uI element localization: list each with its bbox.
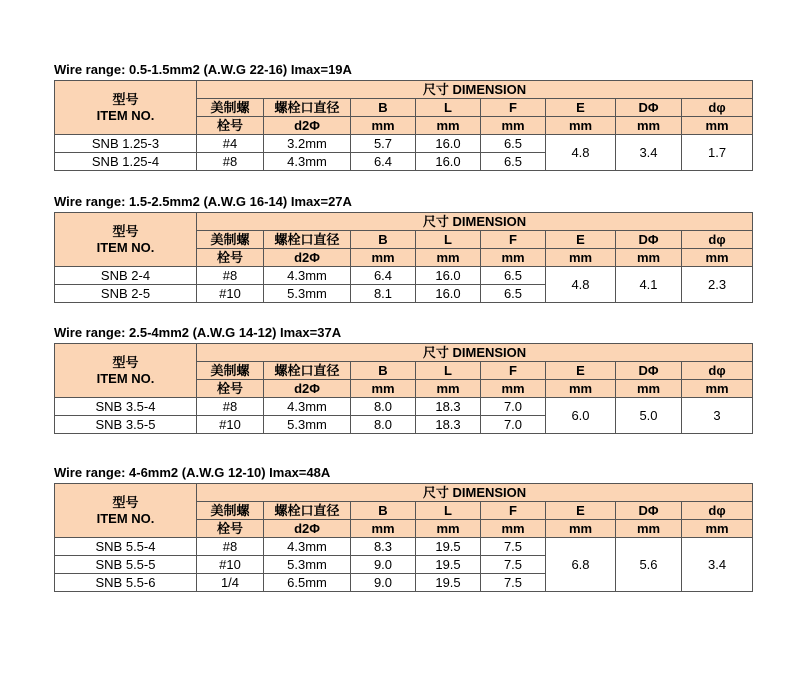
col-f-header: F <box>481 99 546 117</box>
e-cell: 4.8 <box>546 267 616 303</box>
stud-hole-cell: 4.3mm <box>264 398 351 416</box>
table-row <box>55 398 753 416</box>
f-cell: 6.5 <box>481 135 546 153</box>
screw-size-cell: #10 <box>197 556 264 574</box>
dimension-header: 尺寸 DIMENSION <box>197 484 753 502</box>
unit-label: mm <box>616 249 682 267</box>
item-no-cell: SNB 3.5-4 <box>55 398 197 416</box>
unit-label: mm <box>682 380 753 398</box>
unit-label: mm <box>682 249 753 267</box>
col-f-header: F <box>481 502 546 520</box>
dimension-header: 尺寸 DIMENSION <box>197 344 753 362</box>
unit-label: mm <box>351 117 416 135</box>
col-e-header: E <box>546 99 616 117</box>
f-cell: 6.5 <box>481 153 546 171</box>
screw-size-header-2: 栓号 <box>197 380 264 398</box>
b-cell: 8.0 <box>351 398 416 416</box>
screw-size-header: 美制螺 <box>197 502 264 520</box>
e-cell: 6.8 <box>546 538 616 592</box>
l-cell: 19.5 <box>416 574 481 592</box>
d-outer-cell: 3.4 <box>616 135 682 171</box>
b-cell: 8.1 <box>351 285 416 303</box>
dimension-header: 尺寸 DIMENSION <box>197 81 753 99</box>
col-d-inner-header: dφ <box>682 502 753 520</box>
d-inner-cell: 3.4 <box>682 538 753 592</box>
col-b-header: B <box>351 99 416 117</box>
screw-size-header-2: 栓号 <box>197 520 264 538</box>
col-d-outer-header: DΦ <box>616 362 682 380</box>
table-row <box>55 267 753 285</box>
item-cn-label: 型号 <box>112 91 139 107</box>
col-l-header: L <box>416 99 481 117</box>
item-no-header <box>55 484 197 538</box>
item-no-cell: SNB 1.25-3 <box>55 135 197 153</box>
col-d-inner-header: dφ <box>682 99 753 117</box>
stud-hole-cell: 4.3mm <box>264 153 351 171</box>
stud-hole-symbol: d2Φ <box>264 117 351 135</box>
item-en-label: ITEM NO. <box>96 510 155 526</box>
b-cell: 6.4 <box>351 153 416 171</box>
col-b-header: B <box>351 502 416 520</box>
unit-label: mm <box>351 249 416 267</box>
b-cell: 9.0 <box>351 574 416 592</box>
item-no-cell: SNB 3.5-5 <box>55 416 197 434</box>
col-l-header: L <box>416 502 481 520</box>
b-cell: 8.0 <box>351 416 416 434</box>
d-inner-cell: 1.7 <box>682 135 753 171</box>
stud-hole-header: 螺栓口直径 <box>264 231 351 249</box>
col-d-inner-header: dφ <box>682 231 753 249</box>
f-cell: 7.0 <box>481 398 546 416</box>
col-f-header: F <box>481 231 546 249</box>
header-row <box>55 213 753 231</box>
f-cell: 7.0 <box>481 416 546 434</box>
item-no-cell: SNB 5.5-4 <box>55 538 197 556</box>
l-cell: 16.0 <box>416 267 481 285</box>
stud-hole-header: 螺栓口直径 <box>264 99 351 117</box>
col-b-header: B <box>351 231 416 249</box>
l-cell: 19.5 <box>416 556 481 574</box>
col-l-header: L <box>416 362 481 380</box>
screw-size-header-2: 栓号 <box>197 117 264 135</box>
stud-hole-symbol: d2Φ <box>264 520 351 538</box>
col-d-outer-header: DΦ <box>616 99 682 117</box>
l-cell: 19.5 <box>416 538 481 556</box>
col-b-header: B <box>351 362 416 380</box>
unit-label: mm <box>416 117 481 135</box>
d-outer-cell: 5.6 <box>616 538 682 592</box>
item-no-cell: SNB 2-4 <box>55 267 197 285</box>
screw-size-cell: #8 <box>197 153 264 171</box>
col-e-header: E <box>546 362 616 380</box>
unit-label: mm <box>481 380 546 398</box>
screw-size-cell: #8 <box>197 398 264 416</box>
e-cell: 4.8 <box>546 135 616 171</box>
f-cell: 7.5 <box>481 556 546 574</box>
header-row <box>55 344 753 362</box>
unit-label: mm <box>616 117 682 135</box>
col-l-header: L <box>416 231 481 249</box>
stud-hole-cell: 3.2mm <box>264 135 351 153</box>
stud-hole-symbol: d2Φ <box>264 249 351 267</box>
item-no-cell: SNB 5.5-5 <box>55 556 197 574</box>
screw-size-cell: #10 <box>197 416 264 434</box>
item-en-label: ITEM NO. <box>96 107 155 123</box>
unit-label: mm <box>416 380 481 398</box>
f-cell: 6.5 <box>481 285 546 303</box>
item-no-header <box>55 213 197 267</box>
dimension-header: 尺寸 DIMENSION <box>197 213 753 231</box>
screw-size-header-2: 栓号 <box>197 249 264 267</box>
unit-label: mm <box>682 520 753 538</box>
item-no-header <box>55 344 197 398</box>
item-en-label: ITEM NO. <box>96 370 155 386</box>
f-cell: 7.5 <box>481 574 546 592</box>
unit-label: mm <box>546 249 616 267</box>
f-cell: 6.5 <box>481 267 546 285</box>
unit-label: mm <box>682 117 753 135</box>
unit-label: mm <box>616 520 682 538</box>
col-e-header: E <box>546 502 616 520</box>
col-d-outer-header: DΦ <box>616 231 682 249</box>
table-row <box>55 135 753 153</box>
item-cn-label: 型号 <box>112 223 139 239</box>
dimension-table <box>54 483 753 592</box>
dimension-table <box>54 80 753 171</box>
l-cell: 18.3 <box>416 398 481 416</box>
screw-size-cell: 1/4 <box>197 574 264 592</box>
unit-label: mm <box>481 520 546 538</box>
e-cell: 6.0 <box>546 398 616 434</box>
col-e-header: E <box>546 231 616 249</box>
b-cell: 6.4 <box>351 267 416 285</box>
b-cell: 5.7 <box>351 135 416 153</box>
unit-label: mm <box>351 380 416 398</box>
col-f-header: F <box>481 362 546 380</box>
unit-label: mm <box>351 520 416 538</box>
dimension-table <box>54 343 753 434</box>
d-outer-cell: 5.0 <box>616 398 682 434</box>
d-outer-cell: 4.1 <box>616 267 682 303</box>
section-title: Wire range: 0.5-1.5mm2 (A.W.G 22-16) Imax=19A <box>54 62 352 77</box>
stud-hole-symbol: d2Φ <box>264 380 351 398</box>
stud-hole-header: 螺栓口直径 <box>264 502 351 520</box>
d-inner-cell: 3 <box>682 398 753 434</box>
stud-hole-cell: 4.3mm <box>264 267 351 285</box>
unit-label: mm <box>546 520 616 538</box>
item-no-cell: SNB 2-5 <box>55 285 197 303</box>
screw-size-header: 美制螺 <box>197 362 264 380</box>
section-title: Wire range: 2.5-4mm2 (A.W.G 14-12) Imax=37A <box>54 325 342 340</box>
item-en-label: ITEM NO. <box>96 239 155 255</box>
unit-label: mm <box>546 117 616 135</box>
screw-size-cell: #8 <box>197 538 264 556</box>
screw-size-header: 美制螺 <box>197 231 264 249</box>
item-no-cell: SNB 1.25-4 <box>55 153 197 171</box>
dimension-table <box>54 212 753 303</box>
item-cn-label: 型号 <box>112 354 139 370</box>
d-inner-cell: 2.3 <box>682 267 753 303</box>
item-no-header <box>55 81 197 135</box>
section-title: Wire range: 1.5-2.5mm2 (A.W.G 16-14) Imax=27A <box>54 194 352 209</box>
stud-hole-cell: 5.3mm <box>264 285 351 303</box>
l-cell: 16.0 <box>416 285 481 303</box>
item-no-cell: SNB 5.5-6 <box>55 574 197 592</box>
unit-label: mm <box>416 249 481 267</box>
stud-hole-cell: 6.5mm <box>264 574 351 592</box>
l-cell: 18.3 <box>416 416 481 434</box>
l-cell: 16.0 <box>416 135 481 153</box>
header-row <box>55 484 753 502</box>
section-title: Wire range: 4-6mm2 (A.W.G 12-10) Imax=48A <box>54 465 331 480</box>
unit-label: mm <box>481 117 546 135</box>
col-d-inner-header: dφ <box>682 362 753 380</box>
unit-label: mm <box>546 380 616 398</box>
screw-size-cell: #4 <box>197 135 264 153</box>
unit-label: mm <box>416 520 481 538</box>
col-d-outer-header: DΦ <box>616 502 682 520</box>
stud-hole-cell: 5.3mm <box>264 556 351 574</box>
stud-hole-header: 螺栓口直径 <box>264 362 351 380</box>
b-cell: 8.3 <box>351 538 416 556</box>
l-cell: 16.0 <box>416 153 481 171</box>
table-row <box>55 538 753 556</box>
f-cell: 7.5 <box>481 538 546 556</box>
unit-label: mm <box>616 380 682 398</box>
screw-size-header: 美制螺 <box>197 99 264 117</box>
b-cell: 9.0 <box>351 556 416 574</box>
header-row <box>55 81 753 99</box>
screw-size-cell: #10 <box>197 285 264 303</box>
stud-hole-cell: 4.3mm <box>264 538 351 556</box>
screw-size-cell: #8 <box>197 267 264 285</box>
item-cn-label: 型号 <box>112 494 139 510</box>
unit-label: mm <box>481 249 546 267</box>
stud-hole-cell: 5.3mm <box>264 416 351 434</box>
